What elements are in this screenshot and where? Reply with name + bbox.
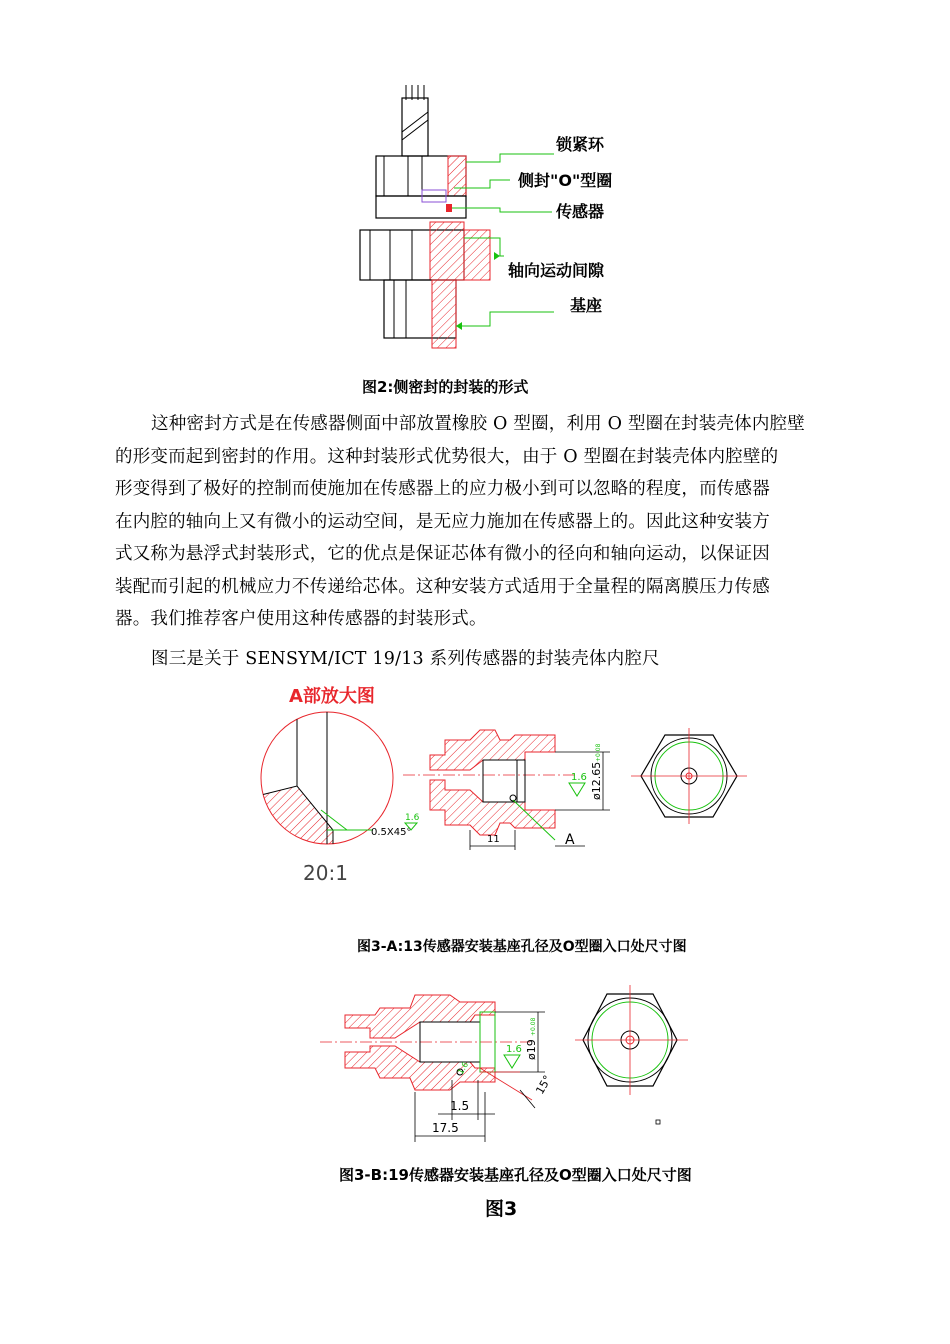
roughness-small: 1.6 (405, 813, 420, 823)
paragraph-2-line: 图三是关于 SENSYM/ICT 19/13 系列传感器的封装壳体内腔尺 (151, 649, 660, 669)
length-dim: 11 (487, 834, 500, 845)
figure-3b (320, 980, 700, 1155)
diameter-tolerance: +0.08 (530, 1017, 537, 1036)
roughness-small: 1.6 (455, 1060, 471, 1076)
roughness-label: 1.6 (506, 1044, 522, 1055)
section-mark: A (565, 832, 575, 848)
paragraph-1-line: 这种密封方式是在传感器侧面中部放置橡胶 O 型圈，利用 O 型圈在封装壳体内腔壁 (151, 414, 805, 434)
paragraph-1 (115, 408, 837, 636)
scale-label: 20:1 (303, 861, 348, 885)
figure-2-caption: 图2:侧密封的封装的形式 (362, 378, 529, 396)
paragraph-1-line: 在内腔的轴向上又有微小的运动空间，是无应力施加在传感器上的。因此这种安装方 (115, 511, 770, 532)
paragraph-1-line: 装配而引起的机械应力不传递给芯体。这种安装方式适用于全量程的隔离膜压力传感 (115, 576, 770, 597)
detail-title: A部放大图 (289, 686, 375, 707)
figure-3a-drawing (255, 680, 755, 890)
paragraph-1-line: 的形变而起到密封的作用。这种封装形式优势很大，由于 O 型圈在封装壳体内腔壁的 (115, 446, 779, 467)
diameter-dim: ø19 (525, 1039, 538, 1060)
large-dim: 17.5 (432, 1121, 459, 1135)
label-sensor: 传感器 (556, 202, 605, 221)
label-axial-gap: 轴向运动间隙 (508, 261, 605, 280)
paragraph-2 (115, 643, 837, 676)
small-dim: 1.5 (450, 1099, 470, 1113)
label-lock-ring: 锁紧环 (556, 135, 605, 154)
paragraph-1-line: 式又称为悬浮式封装形式，它的优点是保证芯体有微小的径向和轴向运动，以保证因 (115, 544, 770, 564)
diameter-tolerance: +0.08 (595, 743, 602, 762)
angle-dim: 15° (533, 1073, 555, 1097)
label-base: 基座 (570, 296, 603, 315)
figure-3-title: 图3 (485, 1198, 518, 1220)
paragraph-1-line: 器。我们推荐客户使用这种传感器的封装形式。 (115, 609, 487, 629)
diameter-dim: ø12.65 (590, 761, 603, 800)
paragraph-1-line: 形变得到了极好的控制而使施加在传感器上的应力极小到可以忽略的程度，而传感器 (115, 479, 770, 499)
roughness-label: 1.6 (571, 772, 587, 783)
figure-3a (255, 680, 755, 890)
figure-3a-caption: 图3-A:13传感器安装基座孔径及O型圈入口处尺寸图 (357, 939, 687, 955)
figure-3b-drawing (320, 980, 700, 1155)
chamfer-dim: 0.5X45° (371, 827, 412, 838)
label-side-seal-o-ring: 侧封"O"型圈 (518, 171, 613, 190)
figure-3b-caption: 图3-B:19传感器安装基座孔径及O型圈入口处尺寸图 (339, 1166, 692, 1184)
